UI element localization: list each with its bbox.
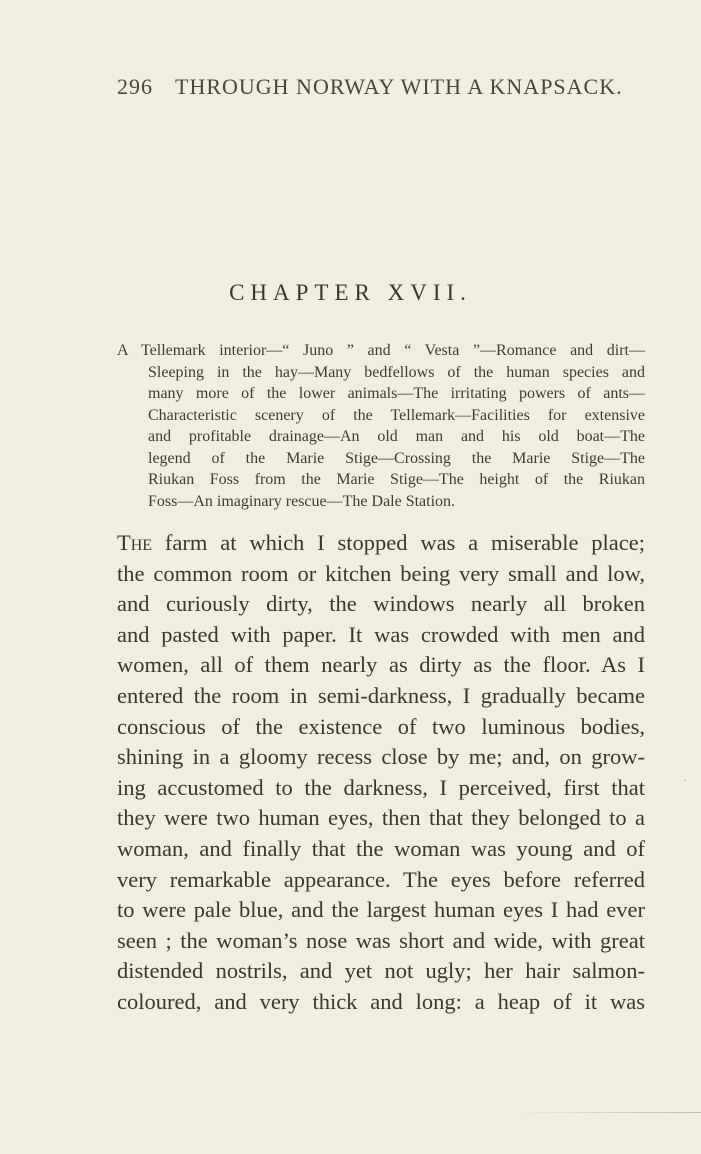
synopsis-line: Characteristic scenery of the Tellemark—Facilities for extensive [148, 406, 645, 424]
body-line: they were two human eyes, then that they belonged to a [117, 805, 645, 831]
synopsis-line: Sleeping in the hay—Many bedfellows of the human species and [148, 363, 645, 381]
body-line: coloured, and very thick and long: a heap of it was [117, 988, 645, 1014]
body-paragraph [117, 528, 645, 1018]
opening-word: The [117, 530, 153, 555]
body-line: and curiously dirty, the windows nearly all broken [117, 591, 645, 617]
synopsis-line: A Tellemark interior—“ Juno ” and “ Vesta ”—Romance and dirt— [117, 342, 645, 359]
synopsis-line: legend of the Marie Stige—Crossing the Marie Stige—The [148, 449, 645, 467]
body-line: ing accustomed to the darkness, I perceived, first that [117, 774, 645, 800]
synopsis-line: Foss—An imaginary rescue—The Dale Station. [148, 492, 456, 510]
running-title: THROUGH NORWAY WITH A KNAPSACK. [175, 74, 623, 99]
synopsis-line: many more of the lower animals—The irritating powers of ants— [148, 385, 645, 402]
body-line: to were pale blue, and the largest human eyes I had ever [117, 897, 645, 923]
synopsis-line: Riukan Foss from the Marie Stige—The height of the Riukan [148, 471, 645, 488]
body-line: entered the room in semi-darkness, I gradually became [117, 682, 645, 708]
body-line: woman, and finally that the woman was young and of [117, 835, 645, 861]
chapter-synopsis [117, 340, 645, 512]
body-line: and pasted with paper. It was crowded with men and [117, 621, 645, 647]
page-number: 296 [117, 74, 153, 99]
body-line: conscious of the existence of two luminous bodies, [117, 713, 645, 739]
body-line [117, 528, 645, 559]
body-line: seen ; the woman’s nose was short and wide, with great [117, 927, 645, 953]
body-line: women, all of them nearly as dirty as the floor. As I [117, 652, 645, 678]
body-line: distended nostrils, and yet not ugly; her hair salmon- [117, 958, 645, 984]
chapter-heading: CHAPTER XVII. [229, 280, 472, 305]
synopsis-line: and profitable drainage—An old man and his old boat—The [148, 428, 645, 445]
body-line: very remarkable appearance. The eyes before referred [117, 866, 645, 892]
first-line-text: farm at which I stopped was a miserable place; [164, 530, 645, 555]
page-edge-rule [511, 1112, 701, 1113]
margin-speck: · [683, 775, 687, 787]
body-line: shining in a gloomy recess close by me; and, on grow- [117, 744, 645, 770]
running-head [117, 74, 623, 100]
body-line: the common room or kitchen being very small and low, [117, 560, 645, 586]
